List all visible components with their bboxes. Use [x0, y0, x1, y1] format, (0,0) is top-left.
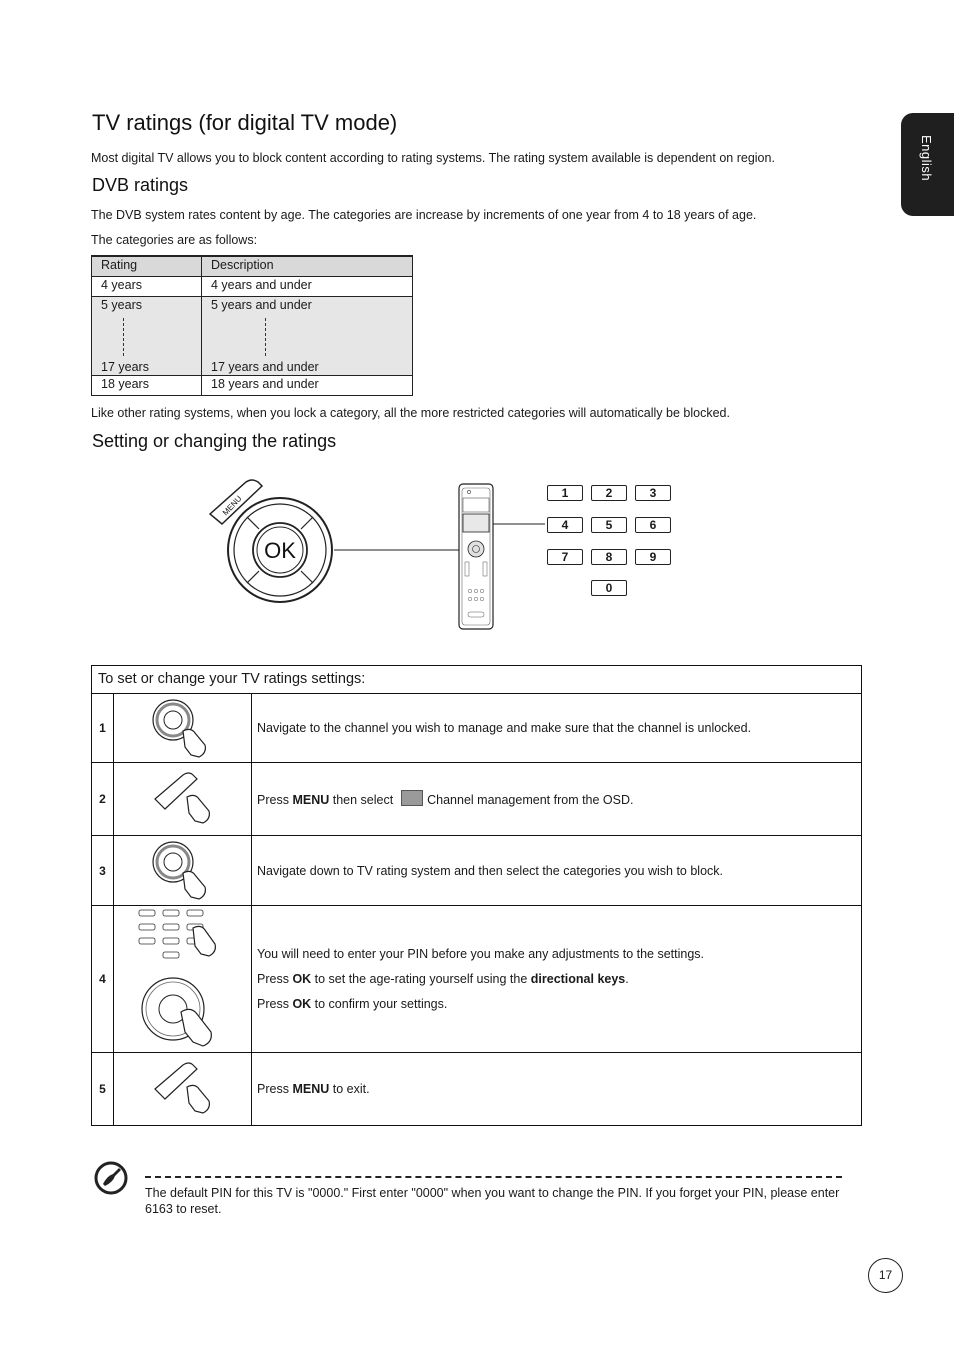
table-header-row	[92, 256, 413, 277]
table-row	[92, 277, 413, 297]
step-text: to exit.	[329, 1082, 370, 1096]
table-row-range	[92, 297, 413, 376]
table-cell: 18 years and under	[202, 376, 413, 396]
dvb-text: The DVB system rates content by age. The categories are increase by increments of one year from 4 to 18 years of age.	[91, 208, 757, 222]
dpad-press-icon	[113, 693, 251, 763]
key-9-button[interactable]: 9	[635, 549, 671, 565]
step-description	[257, 1081, 370, 1097]
step-row-2	[92, 763, 861, 836]
table-row	[92, 376, 413, 396]
step-number	[92, 763, 114, 835]
step-row-3	[92, 836, 861, 906]
step-keyword: MENU	[292, 1082, 330, 1096]
steps-table	[91, 665, 862, 1126]
step-number-label: 3	[99, 863, 106, 878]
step-number-label: 5	[99, 1082, 106, 1096]
step-text: Press	[257, 997, 293, 1011]
key-5-button[interactable]: 5	[591, 517, 627, 533]
step-text: to confirm your settings.	[311, 997, 448, 1011]
table-cell: 17 years	[101, 360, 149, 374]
table-cell: 18 years	[92, 376, 202, 396]
table-cell: 4 years and under	[202, 277, 413, 297]
step-row-1	[92, 693, 861, 763]
table-cell: 5 years	[101, 298, 142, 312]
step-number-label: 1	[99, 720, 106, 735]
dvb-after-text: Like other rating systems, when you lock a category, all the more restricted categories will automatically be blocked.	[91, 406, 730, 420]
step-text: Press	[257, 972, 293, 986]
language-tab[interactable]	[901, 113, 954, 216]
ellipsis-dots	[265, 318, 266, 356]
table-header-cell: Description	[202, 256, 413, 277]
menu-key-label: MENU	[220, 493, 244, 518]
key-0-button[interactable]: 0	[591, 580, 627, 596]
steps-header-label: To set or change your TV ratings settings:	[98, 671, 366, 687]
step-keyword: directional keys	[530, 972, 626, 986]
table-cell-range	[202, 297, 413, 376]
language-tab-label: English	[919, 135, 934, 182]
channel-management-icon	[401, 790, 423, 806]
note-text: The default PIN for this TV is "0000." First enter "0000" when you want to change the PIN. If you forget your PIN, please enter 6163 to reset.	[145, 1186, 840, 1216]
step-line	[257, 996, 704, 1012]
step-description: Navigate to the channel you wish to manage and make sure that the channel is unlocked.	[257, 720, 752, 735]
step-line	[257, 971, 704, 987]
setting-heading: Setting or changing the ratings	[92, 431, 337, 451]
page-title: TV ratings (for digital TV mode)	[92, 110, 398, 135]
key-7-button[interactable]: 7	[547, 549, 583, 565]
page-number: 17	[868, 1258, 903, 1293]
step-description: Navigate down to TV rating system and then select the categories you wish to block.	[257, 863, 723, 878]
step-text: Press	[257, 1082, 293, 1096]
step-row-4	[92, 906, 861, 1053]
table-cell: 4 years	[92, 277, 202, 297]
dvb-categories-text: The categories are as follows:	[91, 233, 258, 247]
key-1-button[interactable]: 1	[547, 485, 583, 501]
table-cell: 17 years and under	[211, 360, 319, 374]
table-header-cell: Rating	[92, 256, 202, 277]
step-text: Press	[257, 793, 293, 807]
step-number	[92, 836, 114, 905]
key-8-button[interactable]: 8	[591, 549, 627, 565]
step-keyword: OK	[292, 972, 312, 986]
step-text: You will need to enter your PIN before you make any adjustments to the settings.	[257, 947, 705, 961]
step-icon-cell	[113, 763, 252, 835]
step-number	[92, 693, 114, 762]
ok-label: OK	[264, 538, 296, 563]
dpad-press-icon	[113, 836, 251, 906]
key-6-button[interactable]: 6	[635, 517, 671, 533]
step-icon-cell	[113, 693, 252, 762]
note-divider	[145, 1176, 842, 1178]
remote-control-icon	[459, 484, 493, 629]
step-text: Channel management from the OSD.	[423, 793, 634, 807]
table-cell: 5 years and under	[211, 298, 312, 312]
step-keyword: OK	[292, 997, 312, 1011]
menu-press-icon	[113, 1053, 251, 1125]
intro-text: Most digital TV allows you to block content according to rating systems. The rating system available is dependent on region.	[91, 151, 775, 165]
key-3-button[interactable]: 3	[635, 485, 671, 501]
step-icon-cell	[113, 836, 252, 905]
step-text: .	[625, 972, 629, 986]
table-cell-range	[92, 297, 202, 376]
step-number-label: 2	[99, 792, 106, 806]
step-keyword: MENU	[292, 793, 330, 807]
steps-header	[92, 666, 861, 694]
key-2-button[interactable]: 2	[591, 485, 627, 501]
ellipsis-dots	[123, 318, 124, 356]
key-4-button[interactable]: 4	[547, 517, 583, 533]
note-icon	[93, 1160, 129, 1196]
step-icon-cell	[113, 906, 252, 1052]
step-description	[257, 946, 704, 1012]
step-number-label: 4	[99, 972, 106, 986]
step-number	[92, 906, 114, 1052]
step-text: to set the age-rating yourself using the	[311, 972, 531, 986]
step-text: then select	[329, 793, 397, 807]
step-row-5	[92, 1053, 861, 1125]
step-description	[257, 790, 633, 808]
dvb-heading: DVB ratings	[92, 175, 189, 195]
step-number	[92, 1053, 114, 1125]
keypad-and-ok-press-icon	[113, 906, 251, 1053]
step-icon-cell	[113, 1053, 252, 1125]
ratings-table	[91, 255, 413, 396]
menu-press-icon	[113, 763, 251, 836]
